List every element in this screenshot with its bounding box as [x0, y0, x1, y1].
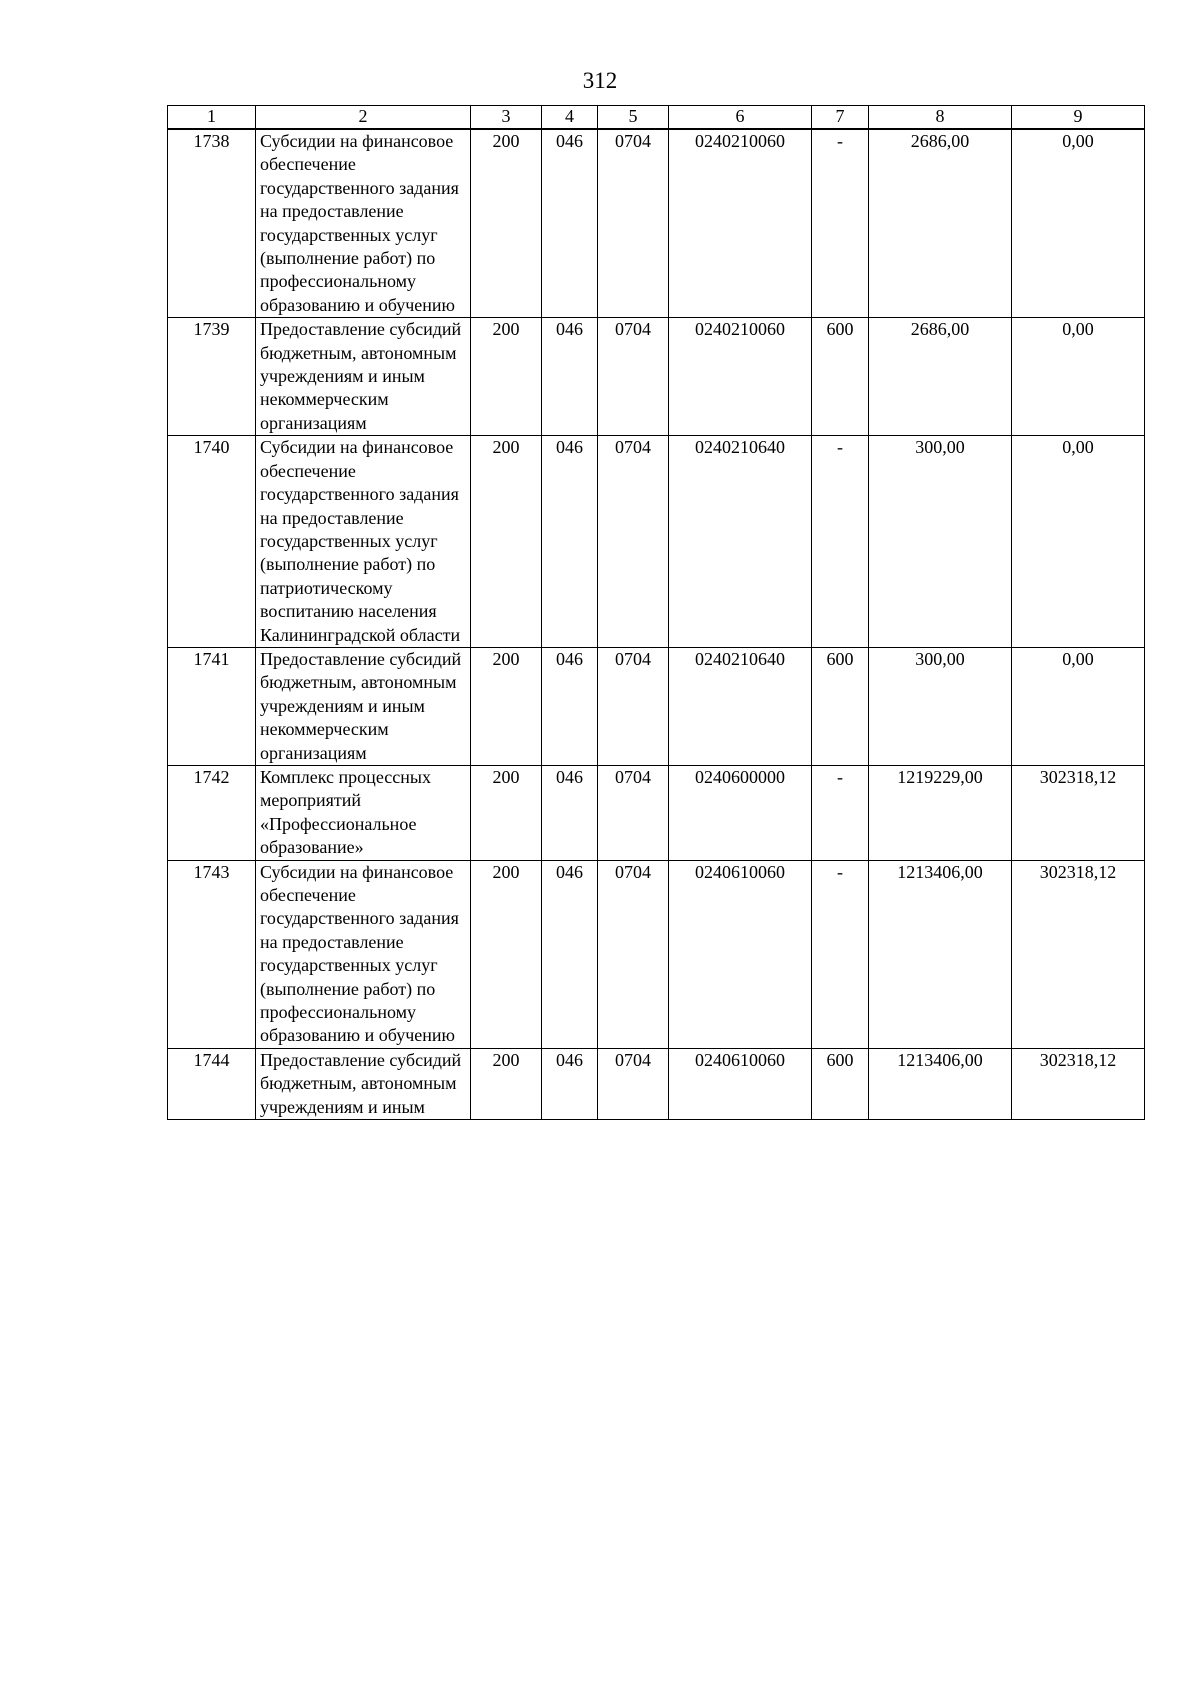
table-row — [168, 436, 1145, 648]
row-number: 1740 — [168, 436, 256, 648]
cell-col5: 0704 — [598, 318, 669, 436]
row-number: 1738 — [168, 129, 256, 318]
cell-col7: - — [812, 129, 869, 318]
cell-col9: 302318,12 — [1012, 860, 1145, 1048]
cell-col3: 200 — [471, 647, 542, 765]
cell-col9: 0,00 — [1012, 129, 1145, 318]
budget-table — [167, 105, 1145, 1120]
table-row — [168, 318, 1145, 436]
cell-col7: - — [812, 765, 869, 860]
cell-col5: 0704 — [598, 436, 669, 648]
cell-col4: 046 — [542, 1048, 598, 1119]
cell-col9: 0,00 — [1012, 436, 1145, 648]
row-name: Предоставление субсидий бюджетным, автономным учреждениям и иным некоммерческим организациям — [256, 318, 471, 436]
cell-col4: 046 — [542, 647, 598, 765]
column-header: 9 — [1012, 106, 1145, 130]
cell-col6: 0240600000 — [669, 765, 812, 860]
column-header: 4 — [542, 106, 598, 130]
cell-col7: - — [812, 860, 869, 1048]
row-name: Комплекс процессных мероприятий «Профессиональное образование» — [256, 765, 471, 860]
cell-col4: 046 — [542, 129, 598, 318]
cell-col8: 1219229,00 — [869, 765, 1012, 860]
cell-col8: 300,00 — [869, 436, 1012, 648]
cell-col5: 0704 — [598, 860, 669, 1048]
cell-col4: 046 — [542, 765, 598, 860]
cell-col8: 2686,00 — [869, 129, 1012, 318]
row-number: 1744 — [168, 1048, 256, 1119]
table-row — [168, 860, 1145, 1048]
cell-col3: 200 — [471, 1048, 542, 1119]
cell-col3: 200 — [471, 129, 542, 318]
row-number: 1743 — [168, 860, 256, 1048]
cell-col5: 0704 — [598, 765, 669, 860]
row-number: 1742 — [168, 765, 256, 860]
cell-col3: 200 — [471, 318, 542, 436]
cell-col7: - — [812, 436, 869, 648]
cell-col4: 046 — [542, 318, 598, 436]
cell-col9: 302318,12 — [1012, 765, 1145, 860]
row-name: Субсидии на финансовое обеспечение государственного задания на предоставление государственных услуг (выполнение работ) по патриотическому воспитанию населения Калининградской области — [256, 436, 471, 648]
cell-col6: 0240610060 — [669, 860, 812, 1048]
cell-col9: 0,00 — [1012, 318, 1145, 436]
cell-col6: 0240210640 — [669, 436, 812, 648]
cell-col7: 600 — [812, 1048, 869, 1119]
page-number: 312 — [582, 68, 618, 93]
column-header: 1 — [168, 106, 256, 130]
row-name: Субсидии на финансовое обеспечение государственного задания на предоставление государственных услуг (выполнение работ) по профессиональному образованию и обучению — [256, 860, 471, 1048]
cell-col9: 0,00 — [1012, 647, 1145, 765]
column-header: 7 — [812, 106, 869, 130]
cell-col5: 0704 — [598, 647, 669, 765]
cell-col6: 0240210640 — [669, 647, 812, 765]
column-header: 6 — [669, 106, 812, 130]
table-header-row — [168, 106, 1145, 130]
cell-col6: 0240210060 — [669, 129, 812, 318]
cell-col8: 300,00 — [869, 647, 1012, 765]
cell-col3: 200 — [471, 860, 542, 1048]
table-row — [168, 129, 1145, 318]
cell-col8: 2686,00 — [869, 318, 1012, 436]
cell-col9: 302318,12 — [1012, 1048, 1145, 1119]
table-row — [168, 1048, 1145, 1119]
table-row — [168, 765, 1145, 860]
row-number: 1739 — [168, 318, 256, 436]
row-name: Субсидии на финансовое обеспечение государственного задания на предоставление государственных услуг (выполнение работ) по профессиональному образованию и обучению — [256, 129, 471, 318]
cell-col8: 1213406,00 — [869, 1048, 1012, 1119]
cell-col3: 200 — [471, 436, 542, 648]
column-header: 2 — [256, 106, 471, 130]
cell-col4: 046 — [542, 860, 598, 1048]
cell-col7: 600 — [812, 647, 869, 765]
row-number: 1741 — [168, 647, 256, 765]
cell-col6: 0240210060 — [669, 318, 812, 436]
column-header: 3 — [471, 106, 542, 130]
row-name: Предоставление субсидий бюджетным, автономным учреждениям и иным некоммерческим организациям — [256, 647, 471, 765]
cell-col8: 1213406,00 — [869, 860, 1012, 1048]
column-header: 5 — [598, 106, 669, 130]
row-name: Предоставление субсидий бюджетным, автономным учреждениям и иным — [256, 1048, 471, 1119]
cell-col4: 046 — [542, 436, 598, 648]
table-row — [168, 647, 1145, 765]
cell-col5: 0704 — [598, 1048, 669, 1119]
cell-col6: 0240610060 — [669, 1048, 812, 1119]
column-header: 8 — [869, 106, 1012, 130]
cell-col3: 200 — [471, 765, 542, 860]
cell-col7: 600 — [812, 318, 869, 436]
cell-col5: 0704 — [598, 129, 669, 318]
